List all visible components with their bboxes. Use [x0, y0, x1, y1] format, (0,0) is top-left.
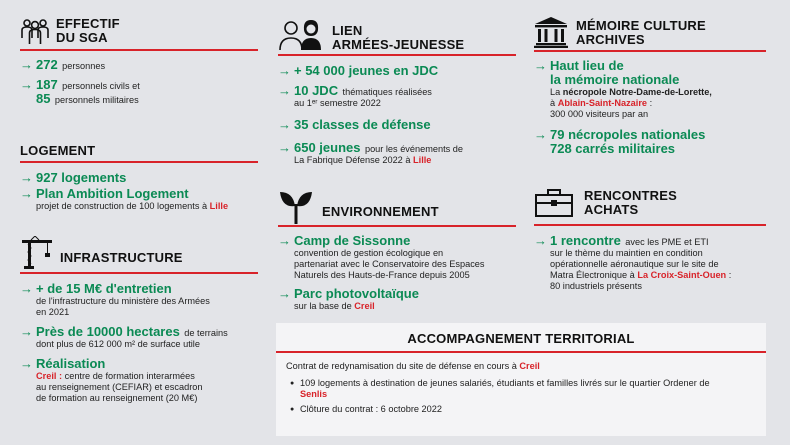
label: La	[550, 87, 561, 97]
divider	[534, 224, 766, 226]
divider	[278, 54, 516, 56]
label: opérationnelle aéronautique sur le site de	[550, 259, 719, 269]
memoire-title-1: MÉMOIRE CULTURE	[576, 18, 706, 33]
label: Matra Électronique à	[550, 270, 635, 280]
label: sur le thème du maintien en condition	[550, 248, 703, 258]
label: 80 industriels présents	[550, 281, 642, 291]
location-link: Lille	[209, 201, 229, 211]
label: au renseignement (CEFIAR) et escadron	[36, 382, 203, 392]
value: 35 classes de défense	[294, 117, 431, 132]
list-item	[20, 78, 250, 106]
list-item	[278, 141, 518, 166]
arrow-icon: →	[278, 140, 291, 155]
location-link: Creil	[354, 301, 375, 311]
list-item	[276, 372, 766, 400]
rencontres-title-2: ACHATS	[584, 202, 639, 217]
arrow-icon: →	[534, 233, 547, 248]
label: dont plus de 612 000 m² de surface utile	[36, 339, 200, 349]
list-item	[278, 84, 518, 109]
list-item	[20, 58, 250, 72]
arrow-icon: →	[20, 281, 33, 296]
divider	[20, 161, 258, 163]
value: + de 15 M€ d'entretien	[36, 281, 172, 296]
section-memoire	[534, 16, 774, 156]
arrow-icon: →	[278, 286, 291, 301]
label: 300 000 visiteurs par an	[550, 109, 649, 119]
accompagnement-title: ACCOMPAGNEMENT TERRITORIAL	[407, 331, 635, 346]
arrow-icon: →	[20, 186, 33, 201]
section-lien-armees-jeunesse	[278, 16, 518, 166]
lien-title-2: ARMÉES-JEUNESSE	[332, 37, 465, 52]
label: La Fabrique Défense 2022 à	[294, 155, 411, 165]
list-item	[20, 325, 265, 350]
value: Haut lieu de	[550, 58, 624, 73]
effectif-title-1: EFFECTIF	[56, 16, 120, 31]
museum-icon	[534, 16, 568, 48]
label: personnels civils et	[62, 81, 140, 91]
location-link: La Croix-Saint-Ouen	[637, 270, 727, 280]
label: thématiques réalisées	[342, 87, 432, 97]
briefcase-icon	[534, 188, 574, 218]
arrow-icon: →	[278, 63, 291, 78]
label: :	[649, 98, 653, 108]
value: 187	[36, 77, 58, 92]
list-item	[534, 234, 774, 292]
list-item	[534, 59, 774, 120]
effectif-title-2: DU SGA	[56, 30, 108, 45]
label: centre de formation interarmées	[64, 371, 195, 381]
label: Clôture du contrat : 6 octobre 2022	[300, 404, 442, 414]
divider	[534, 50, 766, 52]
divider	[278, 225, 516, 227]
label: de terrains	[184, 328, 228, 338]
list-item	[20, 282, 265, 318]
value: Plan Ambition Logement	[36, 186, 189, 201]
arrow-icon: →	[278, 117, 291, 132]
memoire-title-2: ARCHIVES	[576, 32, 645, 47]
list-item	[278, 287, 518, 312]
value: Près de 10000 hectares	[36, 324, 180, 339]
value: 728 carrés militaires	[550, 141, 676, 156]
arrow-icon: →	[534, 127, 547, 142]
label: projet de construction de 100 logements à	[36, 201, 208, 211]
label: à	[550, 98, 556, 108]
divider	[20, 49, 258, 51]
accompagnement-territorial-box	[276, 323, 766, 436]
environnement-title: ENVIRONNEMENT	[322, 204, 439, 219]
value: 650 jeunes	[294, 140, 361, 155]
young-people-icon	[278, 16, 324, 52]
location-link: Senlis	[300, 389, 328, 399]
arrow-icon: →	[20, 77, 33, 92]
arrow-icon: →	[278, 83, 291, 98]
list-item	[20, 357, 265, 404]
list-item	[278, 234, 518, 281]
logement-title: LOGEMENT	[20, 143, 96, 158]
value: 79 nécropoles nationales	[550, 127, 706, 142]
label: 109 logements à destination de jeunes salariés, étudiants et familles livrés sur le quartier Ordener de	[300, 378, 710, 388]
value: 85	[36, 91, 51, 106]
people-icon	[20, 16, 50, 46]
section-environnement	[278, 188, 518, 312]
arrow-icon: →	[20, 324, 33, 339]
list-item	[278, 118, 518, 132]
label: au 1ᵉʳ semestre 2022	[294, 98, 381, 108]
label: personnes	[62, 61, 106, 71]
bullet-icon: ●	[290, 380, 295, 387]
label: de formation au renseignement (20 M€)	[36, 393, 198, 403]
sprout-icon	[278, 188, 314, 224]
arrow-icon: →	[278, 233, 291, 248]
accompagnement-intro	[276, 353, 766, 372]
label: :	[728, 270, 732, 280]
value: + 54 000 jeunes en JDC	[294, 63, 439, 78]
label: Naturels des Hauts-de-France depuis 2005	[294, 270, 470, 280]
value: 272	[36, 57, 58, 72]
value: Camp de Sissonne	[294, 233, 411, 248]
arrow-icon: →	[20, 170, 33, 185]
list-item	[20, 171, 260, 185]
arrow-icon: →	[20, 356, 33, 371]
location-link: Lille	[413, 155, 432, 165]
location-link: Ablain-Saint-Nazaire	[557, 98, 648, 108]
label: en 2021	[36, 307, 70, 317]
label: de l'infrastructure du ministère des Armées	[36, 296, 210, 306]
section-infrastructure	[20, 236, 265, 404]
label: avec les PME et ETI	[625, 237, 709, 247]
divider	[20, 272, 258, 274]
list-item	[276, 400, 766, 415]
label: pour les événements de	[364, 144, 464, 154]
lien-title-1: LIEN	[332, 23, 363, 38]
list-item	[278, 64, 518, 78]
value: 10 JDC	[294, 83, 339, 98]
label: nécropole Notre-Dame-de-Lorette,	[562, 87, 712, 97]
label: personnels militaires	[54, 95, 139, 105]
value: Parc photovoltaïque	[294, 286, 419, 301]
value: 927 logements	[36, 170, 127, 185]
value: 1 rencontre	[550, 233, 621, 248]
arrow-icon: →	[534, 58, 547, 73]
label: convention de gestion écologique en	[294, 248, 444, 258]
label: partenariat avec le Conservatoire des Espaces	[294, 259, 485, 269]
value: Réalisation	[36, 356, 106, 371]
bullet-icon: ●	[290, 406, 295, 413]
label: Contrat de redynamisation du site de défense en cours à	[286, 361, 517, 371]
location-link: Creil	[519, 361, 540, 371]
infrastructure-title: INFRASTRUCTURE	[60, 250, 183, 265]
section-logement	[20, 144, 260, 212]
list-item	[534, 128, 774, 156]
list-item	[20, 187, 260, 212]
crane-icon	[20, 236, 54, 270]
rencontres-title-1: RENCONTRES	[584, 188, 678, 203]
location-link: Creil :	[36, 371, 63, 381]
label: sur la base de	[294, 301, 352, 311]
value: la mémoire nationale	[550, 72, 680, 87]
section-rencontres-achats	[534, 188, 774, 292]
arrow-icon: →	[20, 57, 33, 72]
section-effectif	[20, 16, 250, 106]
